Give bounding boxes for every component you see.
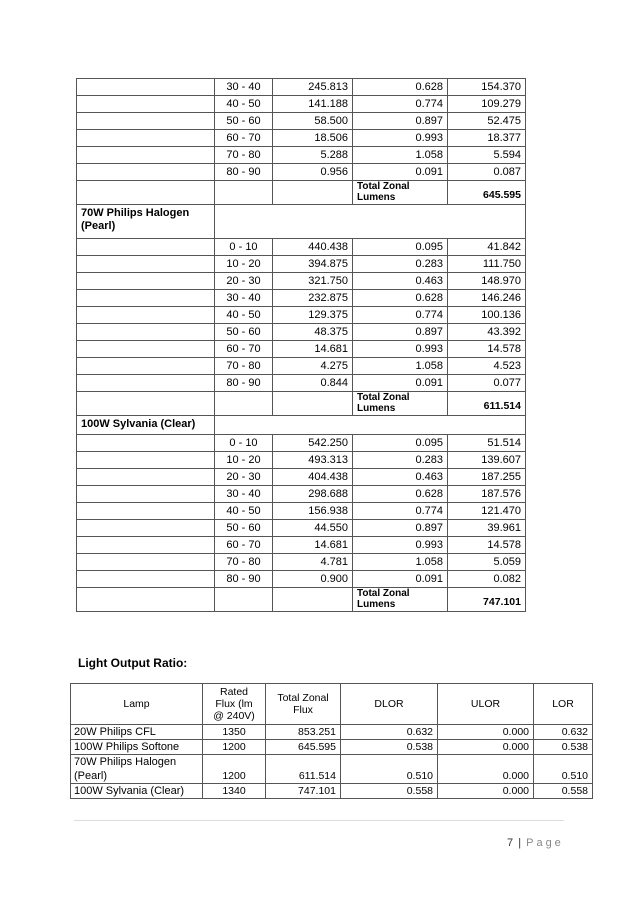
intensity-cell: 542.250: [273, 435, 353, 452]
intensity-cell: 0.956: [273, 164, 353, 181]
lor-cell: 0.510: [534, 755, 593, 784]
ulor-cell: 0.000: [438, 755, 534, 784]
ulor-cell: 0.000: [438, 784, 534, 799]
zone-constant-cell: 0.095: [353, 239, 448, 256]
intensity-cell: 5.288: [273, 147, 353, 164]
zonal-lumens-cell: 14.578: [448, 537, 526, 554]
lamp-cell-empty: [77, 375, 215, 392]
lor-table-row: [71, 725, 593, 740]
zonal-table-row: [77, 520, 526, 537]
rated-flux-column-header: [203, 684, 266, 725]
zone-cell: 0 - 10: [215, 239, 273, 256]
zonal-table-row: [77, 341, 526, 358]
intensity-cell: 321.750: [273, 273, 353, 290]
zonal-lumens-cell: 51.514: [448, 435, 526, 452]
zonal-lumens-cell: 100.136: [448, 307, 526, 324]
zonal-lumens-cell: 187.576: [448, 486, 526, 503]
rated-flux-cell: 1200: [203, 755, 266, 784]
zonal-table-row: [77, 113, 526, 130]
intensity-cell: 0.900: [273, 571, 353, 588]
zonal-table-row: [77, 324, 526, 341]
zone-constant-cell: 0.628: [353, 486, 448, 503]
zonal-table-row: [77, 452, 526, 469]
lamp-name-row: [77, 205, 526, 239]
zone-cell: 60 - 70: [215, 537, 273, 554]
zone-constant-cell: 0.091: [353, 164, 448, 181]
zonal-total-row: [77, 392, 526, 416]
dlor-cell: 0.558: [341, 784, 438, 799]
lamp-name-cell: 70W Philips Halogen (Pearl): [71, 755, 203, 784]
zone-cell: 70 - 80: [215, 554, 273, 571]
lamp-cell-empty: [77, 469, 215, 486]
zonal-lumens-cell: 148.970: [448, 273, 526, 290]
zonal-lumens-table-body: [77, 79, 526, 612]
zone-constant-cell: 0.774: [353, 503, 448, 520]
total-zonal-flux-cell: 747.101: [266, 784, 341, 799]
lamp-cell-empty: [77, 273, 215, 290]
zone-constant-cell: 1.058: [353, 554, 448, 571]
zone-constant-cell: 0.993: [353, 341, 448, 358]
lamp-cell-empty: [77, 79, 215, 96]
intensity-cell: 18.506: [273, 130, 353, 147]
intensity-cell: 245.813: [273, 79, 353, 96]
zone-constant-cell: 0.283: [353, 256, 448, 273]
lamp-cell-empty: [77, 435, 215, 452]
zone-constant-cell: 0.774: [353, 96, 448, 113]
intensity-cell: 4.781: [273, 554, 353, 571]
total-zonal-flux-cell: 611.514: [266, 755, 341, 784]
lamp-name-cell: 100W Sylvania (Clear): [77, 416, 215, 435]
zone-cell: 10 - 20: [215, 256, 273, 273]
zonal-table-row: [77, 164, 526, 181]
zone-cell: 40 - 50: [215, 96, 273, 113]
zone-constant-cell: 0.628: [353, 79, 448, 96]
total-zonal-lumens-label: Total Zonal Lumens: [353, 392, 448, 416]
lor-header-row: [71, 684, 593, 725]
intensity-cell: 493.313: [273, 452, 353, 469]
lamp-cell-empty: [77, 181, 215, 205]
zone-constant-cell: 0.091: [353, 375, 448, 392]
lamp-cell-empty: [77, 537, 215, 554]
lor-table-row: [71, 755, 593, 784]
intensity-cell: 404.438: [273, 469, 353, 486]
zonal-lumens-cell: 154.370: [448, 79, 526, 96]
zone-cell-empty: [215, 588, 273, 612]
zonal-lumens-cell: 4.523: [448, 358, 526, 375]
zonal-table-row: [77, 256, 526, 273]
zone-constant-cell: 1.058: [353, 147, 448, 164]
zonal-lumens-cell: 14.578: [448, 341, 526, 358]
total-zonal-flux-column-header: [266, 684, 341, 725]
zonal-lumens-cell: 41.842: [448, 239, 526, 256]
zone-constant-cell: 0.993: [353, 130, 448, 147]
light-output-ratio-heading: Light Output Ratio:: [78, 656, 188, 670]
zonal-table-row: [77, 79, 526, 96]
lamp-cell-empty: [77, 130, 215, 147]
lamp-cell-empty: [77, 113, 215, 130]
zonal-table-row: [77, 358, 526, 375]
zonal-lumens-table: [76, 78, 526, 612]
zone-constant-cell: 0.463: [353, 273, 448, 290]
total-zonal-flux-cell: 853.251: [266, 725, 341, 740]
dlor-cell: 0.510: [341, 755, 438, 784]
light-output-ratio-table: [70, 683, 593, 799]
intensity-cell: 0.844: [273, 375, 353, 392]
zone-cell: 70 - 80: [215, 358, 273, 375]
rated-flux-header-line: Flux (lm: [215, 698, 253, 710]
lamp-cell-empty: [77, 520, 215, 537]
lamp-cell-empty: [77, 554, 215, 571]
zone-cell: 30 - 40: [215, 290, 273, 307]
zone-cell: 70 - 80: [215, 147, 273, 164]
total-zonal-lumens-label: Total Zonal Lumens: [353, 588, 448, 612]
intensity-cell: 141.188: [273, 96, 353, 113]
lamp-cell-empty: [77, 256, 215, 273]
lor-cell: 0.632: [534, 725, 593, 740]
zone-cell: 20 - 30: [215, 273, 273, 290]
zonal-table-row: [77, 571, 526, 588]
zonal-lumens-cell: 139.607: [448, 452, 526, 469]
intensity-cell: 129.375: [273, 307, 353, 324]
rated-flux-cell: 1340: [203, 784, 266, 799]
zonal-lumens-cell: 0.077: [448, 375, 526, 392]
zone-cell: 50 - 60: [215, 113, 273, 130]
intensity-cell: 440.438: [273, 239, 353, 256]
intensity-cell: 44.550: [273, 520, 353, 537]
zone-cell: 60 - 70: [215, 130, 273, 147]
lamp-row-filler: [215, 205, 526, 239]
zonal-lumens-cell: 5.594: [448, 147, 526, 164]
zone-cell: 40 - 50: [215, 503, 273, 520]
zone-cell: 0 - 10: [215, 435, 273, 452]
zone-cell: 80 - 90: [215, 375, 273, 392]
page-label: Page: [526, 837, 564, 849]
zone-cell: 40 - 50: [215, 307, 273, 324]
zonal-table-row: [77, 435, 526, 452]
lamp-cell-empty: [77, 164, 215, 181]
zone-cell: 50 - 60: [215, 324, 273, 341]
intensity-cell: 394.875: [273, 256, 353, 273]
zone-constant-cell: 0.897: [353, 520, 448, 537]
total-zonal-lumens-value: 611.514: [448, 392, 526, 416]
intensity-cell-empty: [273, 181, 353, 205]
lamp-name-row: [77, 416, 526, 435]
lamp-name-cell: 100W Sylvania (Clear): [71, 784, 203, 799]
zonal-table-row: [77, 239, 526, 256]
dlor-column-header: DLOR: [341, 684, 438, 725]
lamp-cell-empty: [77, 571, 215, 588]
zonal-total-row: [77, 181, 526, 205]
rated-flux-header-line: Rated: [219, 686, 249, 698]
intensity-cell: 58.500: [273, 113, 353, 130]
lamp-cell-empty: [77, 290, 215, 307]
zonal-lumens-cell: 52.475: [448, 113, 526, 130]
zone-cell: 10 - 20: [215, 452, 273, 469]
total-zonal-lumens-label: Total Zonal Lumens: [353, 181, 448, 205]
intensity-cell: 14.681: [273, 341, 353, 358]
zonal-table-row: [77, 307, 526, 324]
rated-flux-cell: 1350: [203, 725, 266, 740]
lor-table-row: [71, 740, 593, 755]
zone-constant-cell: 0.463: [353, 469, 448, 486]
footer-divider: [74, 820, 564, 821]
lamp-cell-empty: [77, 452, 215, 469]
lamp-cell-empty: [77, 503, 215, 520]
zonal-table-row: [77, 375, 526, 392]
zonal-table-row: [77, 130, 526, 147]
intensity-cell-empty: [273, 392, 353, 416]
zonal-lumens-cell: 18.377: [448, 130, 526, 147]
zonal-table-row: [77, 273, 526, 290]
zone-cell: 30 - 40: [215, 79, 273, 96]
zonal-lumens-cell: 121.470: [448, 503, 526, 520]
lor-table-row: [71, 784, 593, 799]
total-zonal-lumens-value: 645.595: [448, 181, 526, 205]
lor-column-header: LOR: [534, 684, 593, 725]
rated-flux-cell: 1200: [203, 740, 266, 755]
zone-cell: 30 - 40: [215, 486, 273, 503]
lor-table-body: [71, 725, 593, 799]
intensity-cell: 48.375: [273, 324, 353, 341]
zonal-table-row: [77, 147, 526, 164]
dlor-cell: 0.632: [341, 725, 438, 740]
zonal-table-row: [77, 290, 526, 307]
zonal-lumens-cell: 187.255: [448, 469, 526, 486]
zone-constant-cell: 0.095: [353, 435, 448, 452]
lamp-cell-empty: [77, 324, 215, 341]
zonal-lumens-cell: 146.246: [448, 290, 526, 307]
zonal-lumens-cell: 0.087: [448, 164, 526, 181]
lamp-row-filler: [215, 416, 526, 435]
lamp-cell-empty: [77, 392, 215, 416]
lamp-name-cell: 100W Philips Softone: [71, 740, 203, 755]
zone-constant-cell: 1.058: [353, 358, 448, 375]
zonal-lumens-cell: 39.961: [448, 520, 526, 537]
page-number-separator: |: [518, 837, 523, 849]
zone-cell: 60 - 70: [215, 341, 273, 358]
total-zonal-flux-header-line: Flux: [293, 704, 313, 716]
rated-flux-header-line: @ 240V): [213, 710, 255, 722]
zone-constant-cell: 0.774: [353, 307, 448, 324]
lamp-cell-empty: [77, 96, 215, 113]
lor-cell: 0.558: [534, 784, 593, 799]
ulor-cell: 0.000: [438, 740, 534, 755]
zonal-table-row: [77, 554, 526, 571]
lamp-cell-empty: [77, 588, 215, 612]
total-zonal-flux-cell: 645.595: [266, 740, 341, 755]
zonal-total-row: [77, 588, 526, 612]
lor-cell: 0.538: [534, 740, 593, 755]
zone-constant-cell: 0.993: [353, 537, 448, 554]
zonal-lumens-cell: 111.750: [448, 256, 526, 273]
zone-cell: 80 - 90: [215, 571, 273, 588]
zone-constant-cell: 0.897: [353, 113, 448, 130]
intensity-cell: 232.875: [273, 290, 353, 307]
lamp-cell-empty: [77, 486, 215, 503]
lamp-cell-empty: [77, 239, 215, 256]
zonal-table-row: [77, 96, 526, 113]
total-zonal-lumens-value: 747.101: [448, 588, 526, 612]
zone-constant-cell: 0.283: [353, 452, 448, 469]
total-zonal-flux-header-line: Total Zonal: [277, 692, 329, 704]
lamp-name-cell: 70W Philips Halogen (Pearl): [77, 205, 215, 239]
lamp-cell-empty: [77, 341, 215, 358]
zone-constant-cell: 0.628: [353, 290, 448, 307]
zonal-lumens-cell: 0.082: [448, 571, 526, 588]
intensity-cell: 156.938: [273, 503, 353, 520]
lamp-cell-empty: [77, 307, 215, 324]
zonal-table-row: [77, 469, 526, 486]
dlor-cell: 0.538: [341, 740, 438, 755]
zonal-lumens-cell: 109.279: [448, 96, 526, 113]
zonal-table-row: [77, 537, 526, 554]
page-number: [507, 837, 564, 849]
intensity-cell-empty: [273, 588, 353, 612]
zone-cell-empty: [215, 181, 273, 205]
zone-constant-cell: 0.091: [353, 571, 448, 588]
lamp-column-header: Lamp: [71, 684, 203, 725]
lamp-cell-empty: [77, 358, 215, 375]
lamp-cell-empty: [77, 147, 215, 164]
intensity-cell: 298.688: [273, 486, 353, 503]
intensity-cell: 4.275: [273, 358, 353, 375]
zonal-lumens-cell: 5.059: [448, 554, 526, 571]
zonal-table-row: [77, 486, 526, 503]
zone-cell: 80 - 90: [215, 164, 273, 181]
ulor-cell: 0.000: [438, 725, 534, 740]
zone-constant-cell: 0.897: [353, 324, 448, 341]
zonal-lumens-cell: 43.392: [448, 324, 526, 341]
zonal-table-row: [77, 503, 526, 520]
zone-cell: 50 - 60: [215, 520, 273, 537]
zone-cell-empty: [215, 392, 273, 416]
intensity-cell: 14.681: [273, 537, 353, 554]
zone-cell: 20 - 30: [215, 469, 273, 486]
page-number-value: 7: [507, 837, 515, 849]
lamp-name-cell: 20W Philips CFL: [71, 725, 203, 740]
ulor-column-header: ULOR: [438, 684, 534, 725]
